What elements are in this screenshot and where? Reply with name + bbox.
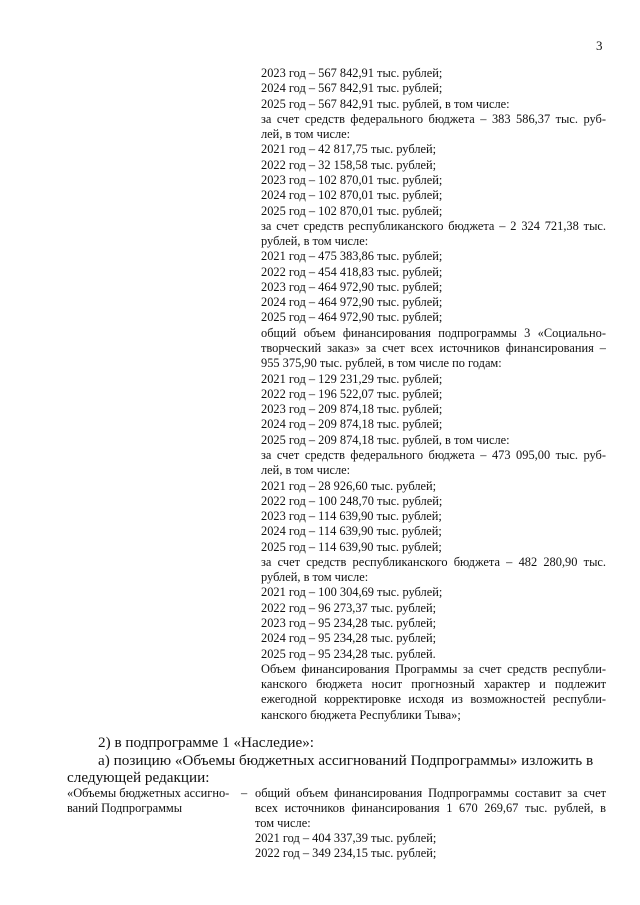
text-line: 2021 год – 475 383,86 тыс. рублей;: [261, 249, 443, 264]
text-line: Объем финансирования Программы за счет средств республи-: [261, 661, 606, 676]
text-line: 2022 год – 100 248,70 тыс. рублей;: [261, 493, 443, 508]
text-line: 2022 год – 96 273,37 тыс. рублей;: [261, 600, 437, 615]
table-left-line: ваний Подпрограммы: [67, 801, 183, 816]
text-line: 2023 год – 464 972,90 тыс. рублей;: [261, 279, 443, 294]
text-line: за счет средств республиканского бюджета – 2 324 721,38 тыс.: [261, 218, 606, 233]
text-line: 2023 год – 102 870,01 тыс. рублей;: [261, 172, 443, 187]
text-line: лей, в том числе:: [261, 463, 351, 478]
table-right-line: 2021 год – 404 337,39 тыс. рублей;: [255, 831, 437, 846]
text-line: ежегодной корректировке исходя из возможностей республи-: [261, 692, 606, 707]
instruction-line: а) позицию «Объемы бюджетных ассигнований Подпрограммы» изложить в: [98, 752, 594, 769]
text-line: рублей, в том числе:: [261, 570, 369, 585]
text-line: за счет средств федерального бюджета – 383 586,37 тыс. руб-: [261, 111, 606, 126]
text-line: 2025 год – 464 972,90 тыс. рублей;: [261, 310, 443, 325]
text-line: 2025 год – 567 842,91 тыс. рублей, в том числе:: [261, 96, 510, 111]
table-left-line: «Объемы бюджетных ассигно-: [67, 786, 230, 800]
text-line: 955 375,90 тыс. рублей, в том числе по годам:: [261, 356, 502, 371]
text-line: за счет средств республиканского бюджета – 482 280,90 тыс.: [261, 554, 606, 569]
text-line: 2025 год – 114 639,90 тыс. рублей;: [261, 539, 442, 554]
text-line: 2024 год – 464 972,90 тыс. рублей;: [261, 295, 443, 310]
text-line: 2024 год – 567 842,91 тыс. рублей;: [261, 81, 443, 96]
table-left-cell: [67, 786, 237, 816]
table-right-line: общий объем финансирования Подпрограммы составит за счет: [255, 786, 606, 800]
text-line: 2025 год – 95 234,28 тыс. рублей.: [261, 646, 436, 661]
text-line: 2024 год – 209 874,18 тыс. рублей;: [261, 417, 443, 432]
text-line: 2023 год – 114 639,90 тыс. рублей;: [261, 509, 442, 524]
text-line: общий объем финансирования подпрограммы 3 «Социально-: [261, 325, 606, 340]
text-line: 2022 год – 454 418,83 тыс. рублей;: [261, 264, 443, 279]
text-line: 2021 год – 100 304,69 тыс. рублей;: [261, 585, 443, 600]
text-line: 2021 год – 28 926,60 тыс. рублей;: [261, 478, 437, 493]
text-line: 2024 год – 102 870,01 тыс. рублей;: [261, 188, 443, 203]
text-line: 2021 год – 129 231,29 тыс. рублей;: [261, 371, 443, 386]
page-number: 3: [596, 38, 603, 53]
financing-text-block: [261, 66, 606, 723]
text-line: канского бюджета носит прогнозный характер и подлежит: [261, 677, 606, 692]
text-line: 2025 год – 209 874,18 тыс. рублей, в том числе:: [261, 432, 510, 447]
table-right-line: том числе:: [255, 816, 311, 831]
table-right-line: 2022 год – 349 234,15 тыс. рублей;: [255, 846, 437, 861]
text-line: канского бюджета Республики Тыва»;: [261, 707, 461, 722]
table-right-cell: [255, 786, 606, 861]
text-line: 2023 год – 567 842,91 тыс. рублей;: [261, 66, 443, 80]
text-line: 2022 год – 32 158,58 тыс. рублей;: [261, 157, 437, 172]
text-line: 2024 год – 95 234,28 тыс. рублей;: [261, 631, 437, 646]
text-line: творческий заказ» за счет всех источников финансирования –: [261, 341, 606, 356]
text-line: 2023 год – 209 874,18 тыс. рублей;: [261, 402, 443, 417]
text-line: за счет средств федерального бюджета – 473 095,00 тыс. руб-: [261, 447, 606, 462]
text-line: 2023 год – 95 234,28 тыс. рублей;: [261, 616, 437, 631]
text-line: 2025 год – 102 870,01 тыс. рублей;: [261, 203, 443, 218]
table-right-line: всех источников финансирования 1 670 269,67 тыс. рублей, в: [255, 801, 606, 816]
text-line: 2024 год – 114 639,90 тыс. рублей;: [261, 524, 442, 539]
text-line: 2021 год – 42 817,75 тыс. рублей;: [261, 142, 437, 157]
text-line: лей, в том числе:: [261, 127, 351, 142]
subprogram-heading: 2) в подпрограмме 1 «Наследие»:: [98, 734, 315, 751]
text-line: рублей, в том числе:: [261, 234, 369, 249]
instruction-line-continued: следующей редакции:: [67, 769, 210, 786]
text-line: 2022 год – 196 522,07 тыс. рублей;: [261, 386, 443, 401]
table-dash: –: [241, 786, 248, 800]
